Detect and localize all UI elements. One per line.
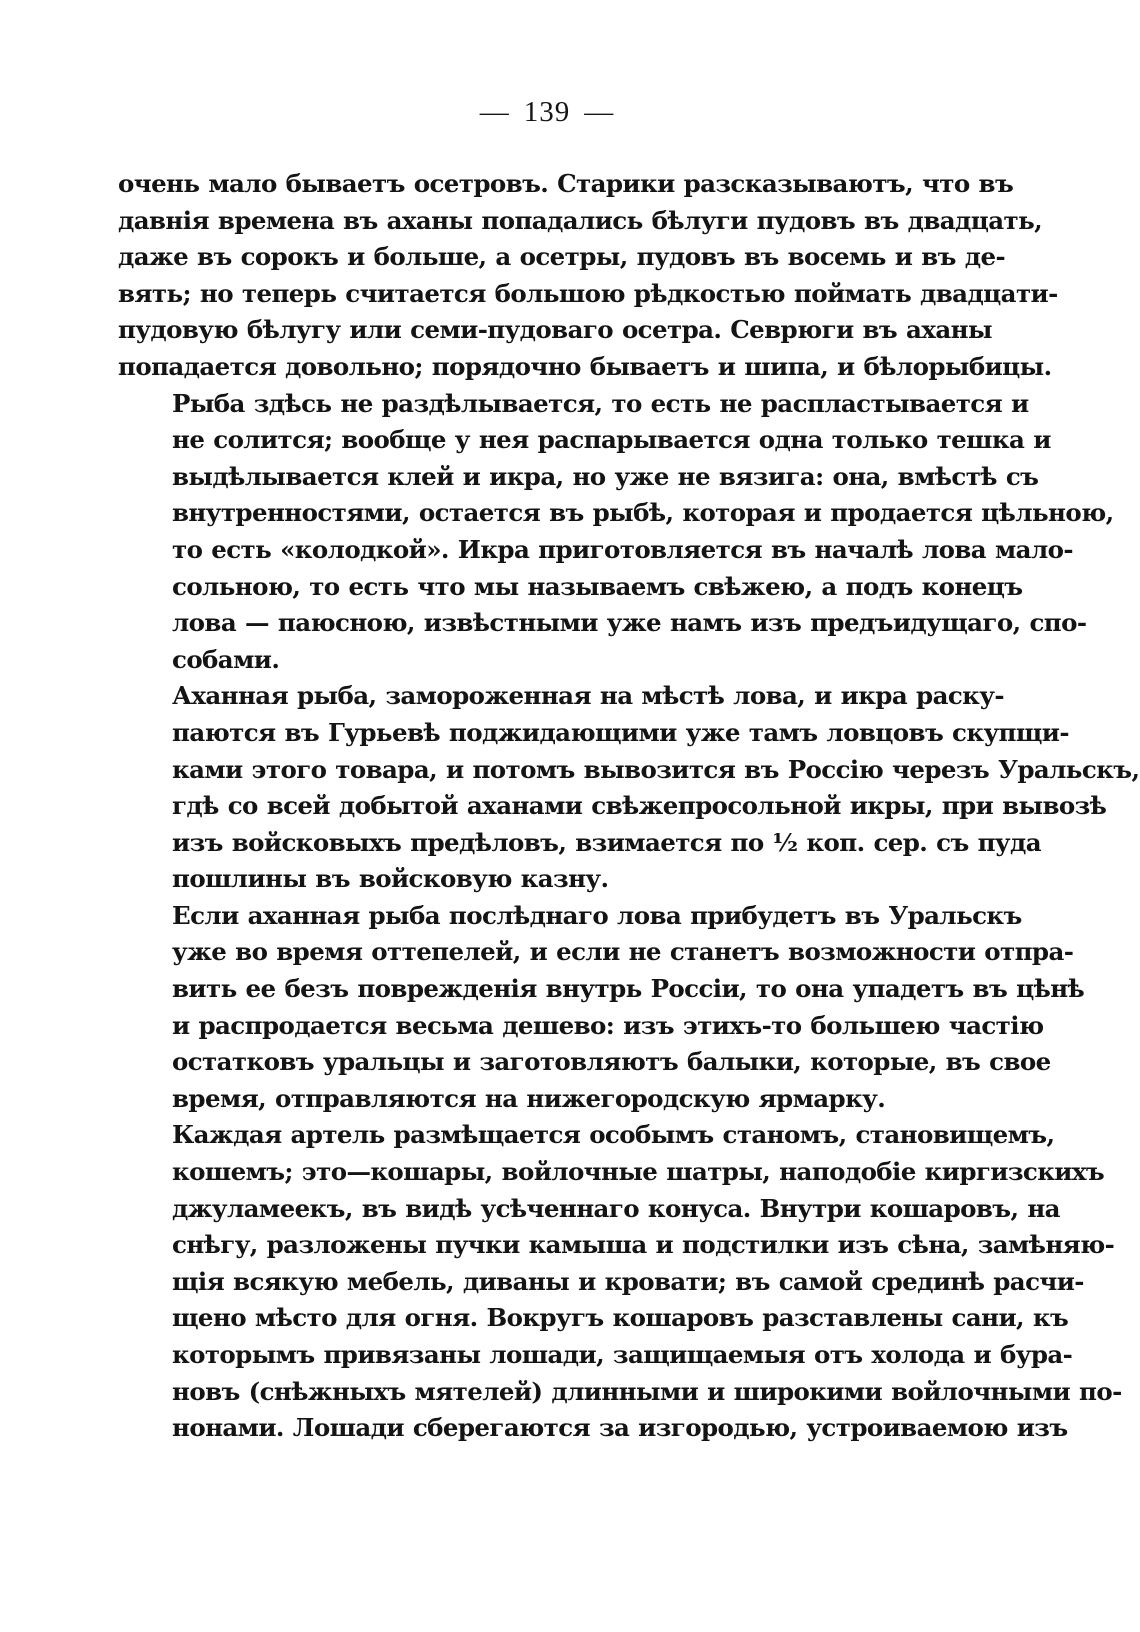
text-line: гдѣ со всей добытой аханами свѣжепросольной икры, при вывозѣ — [172, 791, 1107, 821]
text-line: давнія времена въ аханы попадались бѣлуги пудовъ въ двадцать, — [118, 205, 1043, 235]
text-line: внутренностями, остается въ рыбѣ, которая и продается цѣльною, — [172, 498, 1114, 528]
header-dash-right: — — [584, 96, 615, 128]
text-line: щія всякую мебель, диваны и кровати; въ самой срединѣ расчи- — [172, 1266, 1084, 1296]
paragraph — [118, 898, 1085, 1118]
text-line: пошлины въ войсковую казну. — [172, 864, 609, 894]
text-line: Каждая артель размѣщается особымъ станомъ, становищемъ, — [172, 1120, 1055, 1150]
text-line: лова — паюсною, извѣстными уже намъ изъ предъидущаго, спо- — [172, 608, 1087, 638]
text-line: сольною, то есть что мы называемъ свѣжею, а подъ конецъ — [172, 571, 1023, 601]
text-line: джуламеекъ, въ видѣ усѣченнаго конуса. Внутри кошаровъ, на — [172, 1193, 1060, 1223]
text-line: уже во время оттепелей, и если не станетъ возможности отпра- — [172, 937, 1074, 967]
paragraph — [118, 678, 1140, 898]
text-line: снѣгу, разложены пучки камыша и подстилки изъ сѣна, замѣняю- — [172, 1230, 1115, 1260]
text-line: Аханная рыба, замороженная на мѣстѣ лова, и икра раску- — [172, 681, 1004, 711]
text-line: собами. — [172, 644, 280, 674]
text-line: пудовую бѣлугу или семи-пудоваго осетра. Севрюги въ аханы — [118, 315, 992, 345]
text-line: вять; но теперь считается большою рѣдкостью поймать двадцати- — [118, 278, 1058, 308]
text-line: выдѣлывается клей и икра, но уже не вязига: она, вмѣстѣ съ — [172, 461, 1039, 491]
text-line: новъ (снѣжныхъ мятелей) длинными и широкими войлочными по- — [172, 1376, 1122, 1406]
text-line: Если аханная рыба послѣднаго лова прибудетъ въ Уральскъ — [172, 900, 1022, 930]
text-line: очень мало бываетъ осетровъ. Старики разсказываютъ, что въ — [118, 169, 1014, 198]
text-line: щено мѣсто для огня. Вокругъ кошаровъ разставлены сани, къ — [172, 1303, 1069, 1333]
paragraph — [118, 386, 1114, 679]
text-line: попадается довольно; порядочно бываетъ и шипа, и бѣлорыбицы. — [118, 351, 1052, 381]
text-line: то есть «колодкой». Икра приготовляется въ началѣ лова мало- — [172, 534, 1073, 564]
text-line: вить ее безъ поврежденія внутрь Россіи, то она упадетъ въ цѣнѣ — [172, 974, 1085, 1004]
text-line: которымъ привязаны лошади, защищаемыя отъ холода и бура- — [172, 1340, 1073, 1369]
text-line: не солится; вообще у нея распарывается одна только тешка и — [172, 425, 1051, 455]
paragraph — [118, 1117, 1122, 1446]
book-page — [118, 92, 1140, 1592]
text-line: и распродается весьма дешево: изъ этихъ-то большею частію — [172, 1010, 1044, 1040]
page-number: 139 — [523, 96, 571, 128]
text-line: изъ войсковыхъ предѣловъ, взимается по ½ коп. сер. съ пуда — [172, 827, 1042, 857]
text-line: ками этого товара, и потомъ вывозится въ Россію черезъ Уральскъ, — [172, 754, 1140, 784]
text-line: время, отправляются на нижегородскую ярмарку. — [172, 1083, 886, 1113]
text-line: Рыба здѣсь не раздѣлывается, то есть не распластывается и — [172, 388, 1029, 418]
text-line: остатковъ уральцы и заготовляютъ балыки, которые, въ свое — [172, 1047, 1051, 1077]
body-text — [118, 166, 1140, 1447]
page-header — [118, 92, 976, 132]
header-dash-left: — — [479, 96, 510, 128]
text-line: нонами. Лошади сберегаются за изгородью, устроиваемою изъ — [172, 1413, 1068, 1443]
text-line: паются въ Гурьевѣ поджидающими уже тамъ ловцовъ скупщи- — [172, 717, 1069, 747]
paragraph — [118, 166, 1058, 386]
text-line: кошемъ; это—кошары, войлочные шатры, наподобіе киргизскихъ — [172, 1157, 1105, 1187]
text-line: даже въ сорокъ и больше, а осетры, пудовъ въ восемь и въ де- — [118, 242, 1006, 272]
